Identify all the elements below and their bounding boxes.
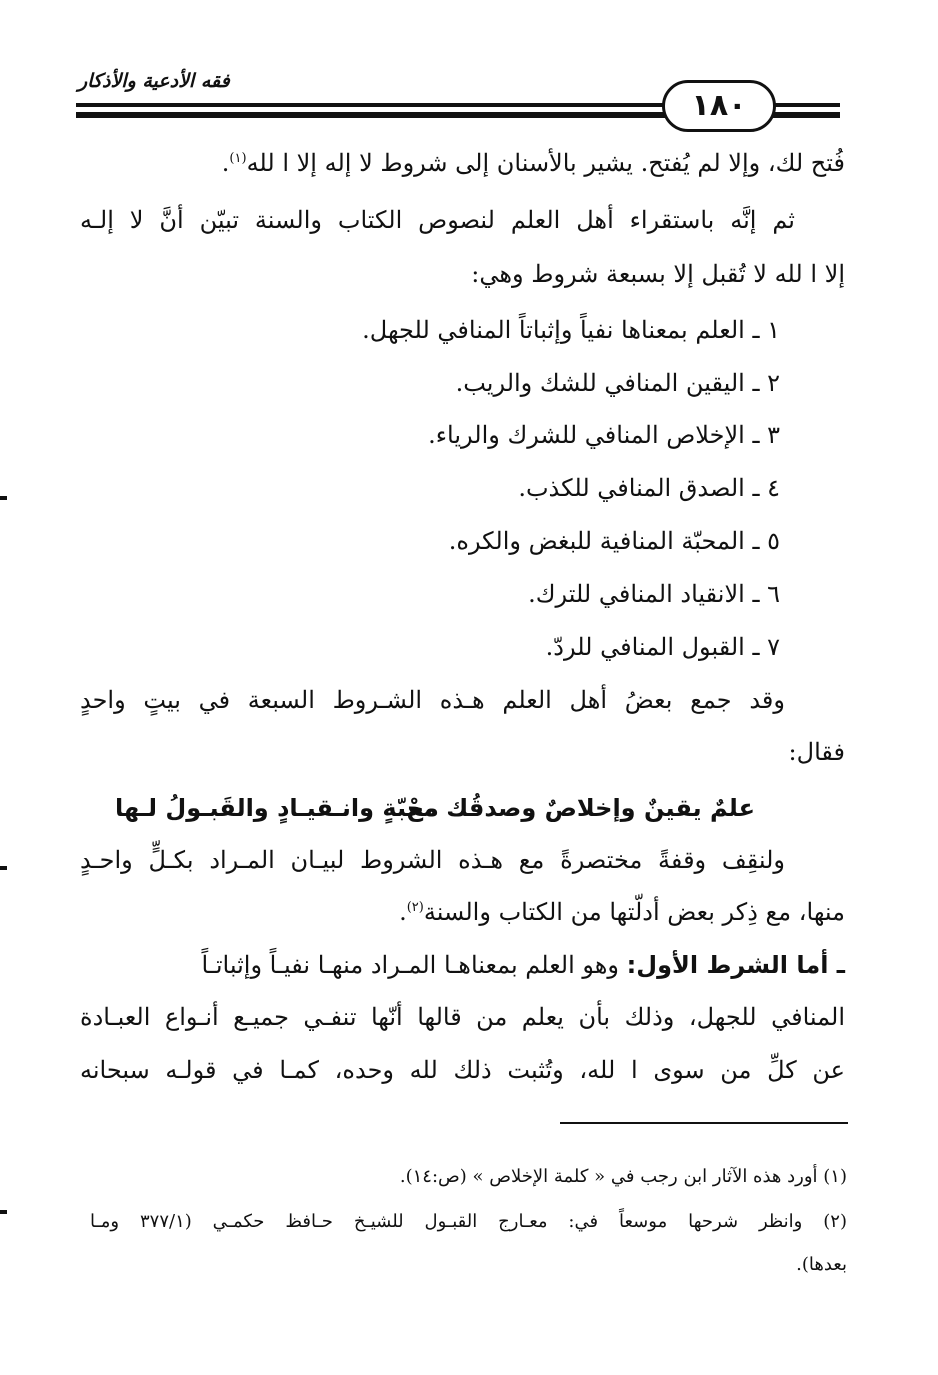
condition-item-2: ٢ ـ اليقين المنافي للشك والريب.: [455, 369, 780, 397]
intro-line-3: إلا ا لله لا تُقبل إلا بسبعة شروط وهي:: [471, 260, 845, 288]
condition-item-6: ٦ ـ الانقياد المنافي للترك.: [528, 580, 780, 608]
footnote-2-line-1: (٢) وانظر شرحها موسعاً في: معـارج القبـول للشيـخ حـافظ حكمـي (٣٧٧/١ ومـا: [90, 1211, 847, 1232]
scan-edge-mark: [0, 496, 7, 500]
footnote-2-line-2: بعدها).: [796, 1254, 847, 1275]
intro-line-1: [80, 143, 845, 183]
first-condition-line-1-text: وهو العلم بمعناهـا المـراد منهـا نفيـاً وإثباتـاً: [201, 951, 620, 979]
discussion-line-2: [80, 892, 845, 932]
scan-edge-mark: [0, 866, 7, 870]
first-condition-line-2: المنافي للجهل، وذلك بأن يعلم من قالها أنّها تنفـي جميـع أنـواع العبـادة: [80, 1003, 845, 1031]
condition-item-3: ٣ ـ الإخلاص المنافي للشرك والرياء.: [428, 421, 780, 449]
discussion-line-2-text: منها، مع ذِكر بعض أدلّتها من الكتاب والسنة: [423, 898, 845, 926]
first-condition-line-1: [80, 945, 845, 985]
scan-edge-mark: [0, 1210, 7, 1214]
condition-item-4: ٤ ـ الصدق المنافي للكذب.: [518, 474, 780, 502]
condition-item-7: ٧ ـ القبول المنافي للردّ.: [545, 633, 780, 661]
poem-verse-first-half: علمٌ يقينٌ وإخلاصٌ وصدقُك معْ: [406, 794, 755, 822]
verse-intro-line-1: وقد جمع بعضُ أهل العلم هـذه الشـروط السبعة في بيتٍ واحدٍ: [80, 686, 785, 714]
verse-intro-line-2: فقال:: [788, 738, 845, 766]
intro-line-1-text: فُتح لك، وإلا لم يُفتح. يشير بالأسنان إلى شروط لا إله إلا ا لله: [246, 149, 845, 177]
footnote-1: (١) أورد هذه الآثار ابن رجب في « كلمة الإخلاص » (ص:١٤).: [399, 1166, 847, 1187]
running-header-title: فقه الأدعية والأذكار: [78, 70, 230, 92]
intro-line-1-end: .: [221, 149, 230, 177]
footnote-ref-2: (٢): [406, 900, 424, 915]
discussion-line-2-end: .: [399, 898, 407, 926]
intro-line-2: ثم إنَّه باستقراء أهل العلم لنصوص الكتاب والسنة تبيّن أنَّ لا إلـه: [80, 206, 795, 234]
page-number-badge: ١٨٠: [662, 80, 776, 132]
first-condition-heading: ـ أما الشرط الأول:: [626, 951, 845, 979]
first-condition-line-3: عن كلِّ من سوى ا لله، وتُثبت ذلك لله وحده، كمـا في قولـه سبحانه: [80, 1056, 845, 1084]
condition-item-5: ٥ ـ المحبّة المنافية للبغض والكره.: [448, 527, 780, 555]
poem-verse-second-half: محبّةٍ وانـقيـادٍ والقَبـولُ لـها: [115, 794, 439, 822]
discussion-line-1: ولنقِف وقفةً مختصرةً مع هـذه الشروط لبيـان المـراد بكـلٍّ واحـدٍ: [80, 846, 785, 874]
footnote-separator: [560, 1122, 848, 1124]
footnote-ref-1: (١): [229, 151, 247, 166]
condition-item-1: ١ ـ العلم بمعناها نفياً وإثباتاً المنافي للجهل.: [362, 316, 780, 344]
